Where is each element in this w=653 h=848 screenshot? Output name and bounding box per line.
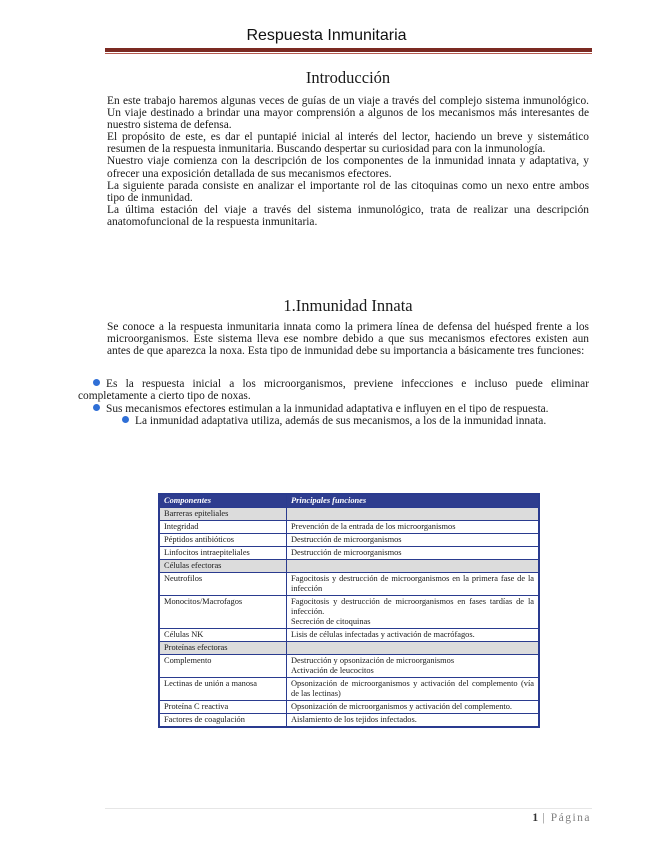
table-cell: Lectinas de unión a manosa <box>159 678 287 701</box>
table-row <box>159 714 539 728</box>
section-body <box>107 321 589 357</box>
table-header-row <box>159 494 539 508</box>
bullet-list <box>78 378 589 427</box>
section-paragraph: Se conoce a la respuesta inmunitaria innata como la primera línea de defensa del huésped frente a los microorganismos. Este sistema lleva ese nombre debido a que sus mecanismos efectores existen aun antes de que aparezca la noxa. Esta tipo de inmunidad debe su importancia a básicamente tres funciones: <box>107 321 589 358</box>
page-header: Respuesta Inmunitaria <box>246 27 407 44</box>
table-cell: Proteína C reactiva <box>159 701 287 714</box>
table-category-row <box>159 642 539 655</box>
table-cell: Destrucción y opsonización de microorganismos Activación de leucocitos <box>287 655 540 678</box>
table-cell: Fagocitosis y destrucción de microorganismos en la primera fase de la infección <box>287 573 540 596</box>
table-category-row <box>159 508 539 521</box>
intro-body <box>107 95 589 228</box>
intro-heading: Introducción <box>305 68 391 87</box>
intro-paragraph: En este trabajo haremos algunas veces de guías de un viaje a través del complejo sistema inmunológico. Un viaje destinado a brindar una mayor comprensión a algunos de los mecanismos más interesantes de nuestro sistema de defensa. <box>107 95 589 132</box>
table-cell: Péptidos antibióticos <box>159 534 287 547</box>
table-cell: Monocitos/Macrofagos <box>159 596 287 629</box>
section-heading: 1.Inmunidad Innata <box>283 296 413 315</box>
table-row <box>159 629 539 642</box>
table-header: Principales funciones <box>287 494 540 508</box>
table-row <box>159 534 539 547</box>
table-cell: Prevención de la entrada de los microorganismos <box>287 521 540 534</box>
page-footer <box>532 812 591 824</box>
intro-paragraph: El propósito de este, es dar el puntapié inicial al interés del lector, haciendo un breve y sistemático resumen de la respuesta inmunitaria. Buscando despertar su curiosidad para con la inmunología. <box>107 131 589 156</box>
table-row <box>159 678 539 701</box>
bullet-item: Es la respuesta inicial a los microorganismos, previene infecciones e incluso puede eliminar completamente a cierto tipo de noxas. <box>78 378 589 403</box>
table-cell: Lisis de células infectadas y activación de macrófagos. <box>287 629 540 642</box>
table-category-row <box>159 560 539 573</box>
table-category: Células efectoras <box>159 560 287 573</box>
table-cell: Complemento <box>159 655 287 678</box>
page-number: 1 <box>532 812 539 824</box>
table-header: Componentes <box>159 494 287 508</box>
table-cell: Integridad <box>159 521 287 534</box>
page-label: Página <box>550 812 591 824</box>
footer-rule <box>105 808 592 809</box>
table-cell: Neutrofilos <box>159 573 287 596</box>
table-cell: Linfocitos intraepiteliales <box>159 547 287 560</box>
bullet-icon <box>93 404 100 411</box>
intro-paragraph: La siguiente parada consiste en analizar el importante rol de las citoquinas como un nexo entre ambos tipo de inmunidad. <box>107 179 589 204</box>
table-row <box>159 547 539 560</box>
table-cell: Fagocitosis y destrucción de microorganismos en fases tardías de la infección. Secreción de citoquinas <box>287 596 540 629</box>
components-table <box>158 493 540 728</box>
table-row <box>159 701 539 714</box>
bullet-icon <box>93 379 100 386</box>
bullet-icon <box>122 416 129 423</box>
table-cell: Destrucción de microorganismos <box>287 534 540 547</box>
table-cell: Células NK <box>159 629 287 642</box>
intro-paragraph: La última estación del viaje a través del sistema inmunológico, trata de realizar una descripción anatomofuncional de la respuesta inmunitaria. <box>107 203 589 228</box>
table-cell: Factores de coagulación <box>159 714 287 728</box>
table-cell: Aislamiento de los tejidos infectados. <box>287 714 540 728</box>
intro-paragraph: Nuestro viaje comienza con la descripción de los componentes de la inmunidad innata y adaptativa, y ofrecer una exposición detallada de sus mecanismos efectores. <box>107 155 589 180</box>
table-row <box>159 655 539 678</box>
header-rule <box>105 48 592 52</box>
table-row <box>159 521 539 534</box>
header-rule-thin <box>105 53 592 54</box>
bullet-item: Sus mecanismos efectores estimulan a la inmunidad adaptativa e influyen en el tipo de respuesta. <box>78 403 589 415</box>
table-cell: Opsonización de microorganismos y activación del complemento. <box>287 701 540 714</box>
table-category: Barreras epiteliales <box>159 508 287 521</box>
table-category: Proteínas efectoras <box>159 642 287 655</box>
bullet-item: La inmunidad adaptativa utiliza, además de sus mecanismos, a los de la inmunidad innata. <box>107 415 589 427</box>
footer-separator: | <box>538 812 551 824</box>
table-cell: Opsonización de microorganismos y activación del complemento (vía de las lectinas) <box>287 678 540 701</box>
table-cell: Destrucción de microorganismos <box>287 547 540 560</box>
table-row <box>159 596 539 629</box>
table-row <box>159 573 539 596</box>
